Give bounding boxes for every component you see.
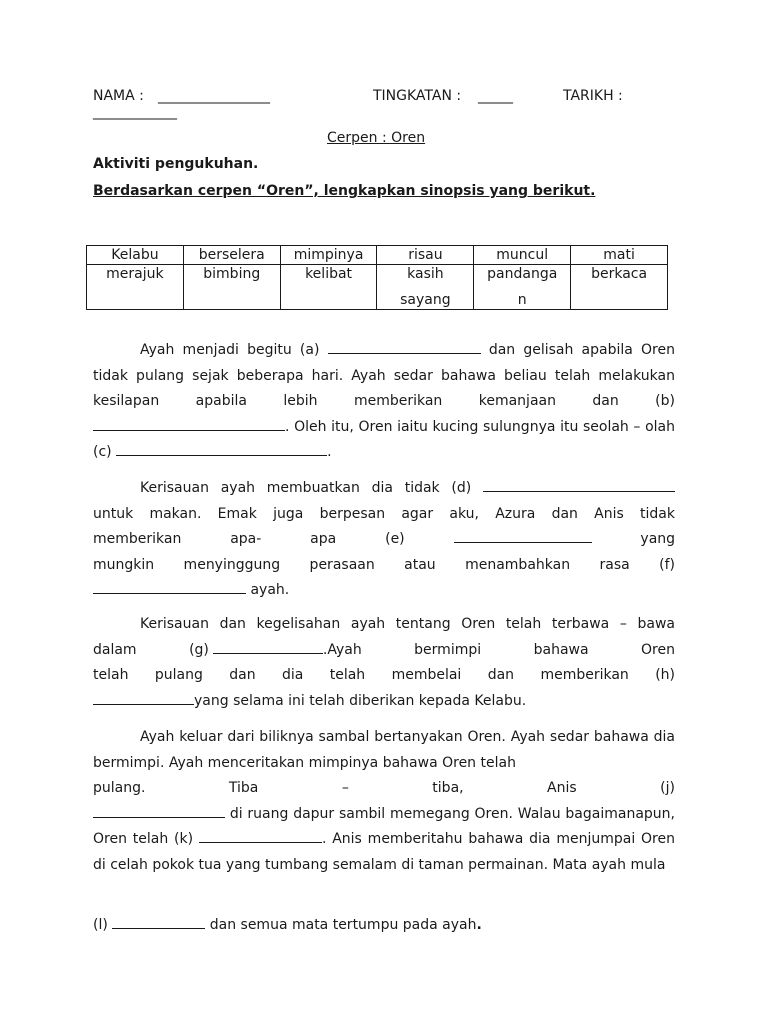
word-bank-row	[87, 265, 668, 310]
p3-text: yang selama ini telah diberikan kepada Kelabu.	[194, 692, 527, 709]
tingkatan-label: TINGKATAN :	[373, 88, 462, 104]
p3-text: dalam	[93, 641, 137, 658]
nama-label: NAMA :	[93, 88, 144, 104]
blank-k[interactable]	[199, 828, 322, 843]
word-text: bimbing	[203, 266, 261, 282]
p3-text: (g)	[189, 641, 209, 658]
blank-l[interactable]	[112, 914, 205, 929]
word-text: kelibat	[305, 266, 353, 282]
p2-text: untuk makan. Emak juga berpesan agar aku, Azura dan Anis tidak	[93, 505, 675, 522]
word-bank-row	[87, 246, 668, 265]
paragraph-1	[93, 338, 675, 466]
word-text: pandanga	[487, 266, 558, 282]
p2-text: (e)	[385, 531, 405, 547]
tarikh-label: TARIKH :	[563, 88, 623, 104]
blank-c[interactable]	[116, 441, 327, 456]
blank-e[interactable]	[454, 528, 592, 543]
p5-text: dan semua mata tertumpu pada ayah	[209, 917, 477, 933]
word-cell: mimpinya	[280, 246, 377, 265]
p2-text: ayah.	[250, 582, 290, 598]
word-cell	[87, 265, 184, 310]
p5-period: .	[476, 917, 482, 933]
blank-g[interactable]	[213, 639, 323, 654]
p1-text: Ayah menjadi begitu (a)	[140, 342, 320, 358]
story-title: Cerpen : Oren	[327, 130, 426, 146]
nama-blank: ________________	[158, 88, 270, 104]
word-cell: Kelabu	[87, 246, 184, 265]
word-cell: muncul	[474, 246, 571, 265]
word-text: kasih	[407, 266, 444, 282]
paragraph-5	[93, 913, 675, 939]
word-cell	[571, 265, 668, 310]
p1-text: dan gelisah apabila Oren tidak pulang sejak beberapa hari. Ayah sedar bahawa beliau telah melakukan kesilapan apabila lebih memberikan kemanjaan dan (b)	[93, 342, 675, 409]
p3-text: .Ayah bermimpi bahawa Oren	[322, 641, 675, 658]
p4-text: Ayah keluar dari biliknya sambal bertanyakan Oren. Ayah sedar bahawa dia bermimpi. Ayah menceritakan mimpinya bahawa Oren telah	[93, 729, 675, 771]
tarikh-blank: ____________	[93, 104, 177, 120]
word-cell: mati	[571, 246, 668, 265]
paragraph-4	[93, 725, 675, 878]
word-bank-table	[86, 245, 668, 310]
word-text: merajuk	[106, 266, 164, 282]
p2-text: memberikan apa- apa	[93, 531, 337, 547]
blank-h[interactable]	[93, 690, 194, 705]
p5-text: (l)	[93, 917, 108, 933]
p1-text: .	[327, 444, 332, 460]
paragraph-2	[93, 476, 675, 604]
p2-text: mungkin menyinggung perasaan atau menambahkan rasa	[93, 556, 630, 573]
tingkatan-blank: _____	[478, 88, 513, 104]
instruction-text: Berdasarkan cerpen “Oren”, lengkapkan sinopsis yang berikut.	[93, 183, 596, 199]
word-cell	[280, 265, 377, 310]
p4-text: pulang. Tiba – tiba, Anis	[93, 780, 577, 796]
blank-a[interactable]	[328, 339, 481, 354]
word-cell	[183, 265, 280, 310]
word-text-wrap: sayang	[400, 292, 451, 308]
word-text-wrap: n	[517, 292, 527, 308]
p3-text: Kerisauan dan kegelisahan ayah tentang Oren telah terbawa – bawa	[140, 616, 675, 632]
activity-heading: Aktiviti pengukuhan.	[93, 156, 259, 172]
word-cell: berselera	[183, 246, 280, 265]
p2-text: (f)	[659, 556, 675, 573]
paragraph-3	[93, 612, 675, 714]
p4-text: di ruang dapur sambil memegang Oren. Walau bagaimanapun, Oren telah (k)	[93, 805, 675, 847]
word-cell: risau	[377, 246, 474, 265]
p4-text: . Anis memberitahu bahawa dia menjumpai Oren di celah pokok tua yang tumbang semalam di taman permainan. Mata ayah mula	[93, 831, 675, 873]
word-cell	[474, 265, 571, 310]
p2-text: Kerisauan ayah membuatkan dia tidak (d)	[140, 480, 472, 496]
word-cell	[377, 265, 474, 310]
blank-d[interactable]	[483, 477, 675, 492]
p2-text: yang	[640, 531, 676, 547]
blank-b[interactable]	[93, 416, 285, 431]
p1-text: . Oleh itu, Oren iaitu kucing sulungnya itu seolah – olah (c)	[93, 418, 675, 460]
word-text: berkaca	[591, 266, 648, 282]
p3-text: telah pulang dan dia telah membelai dan memberikan (h)	[93, 667, 675, 683]
blank-f[interactable]	[93, 579, 246, 594]
blank-j[interactable]	[93, 803, 225, 818]
p4-text: (j)	[660, 780, 675, 796]
